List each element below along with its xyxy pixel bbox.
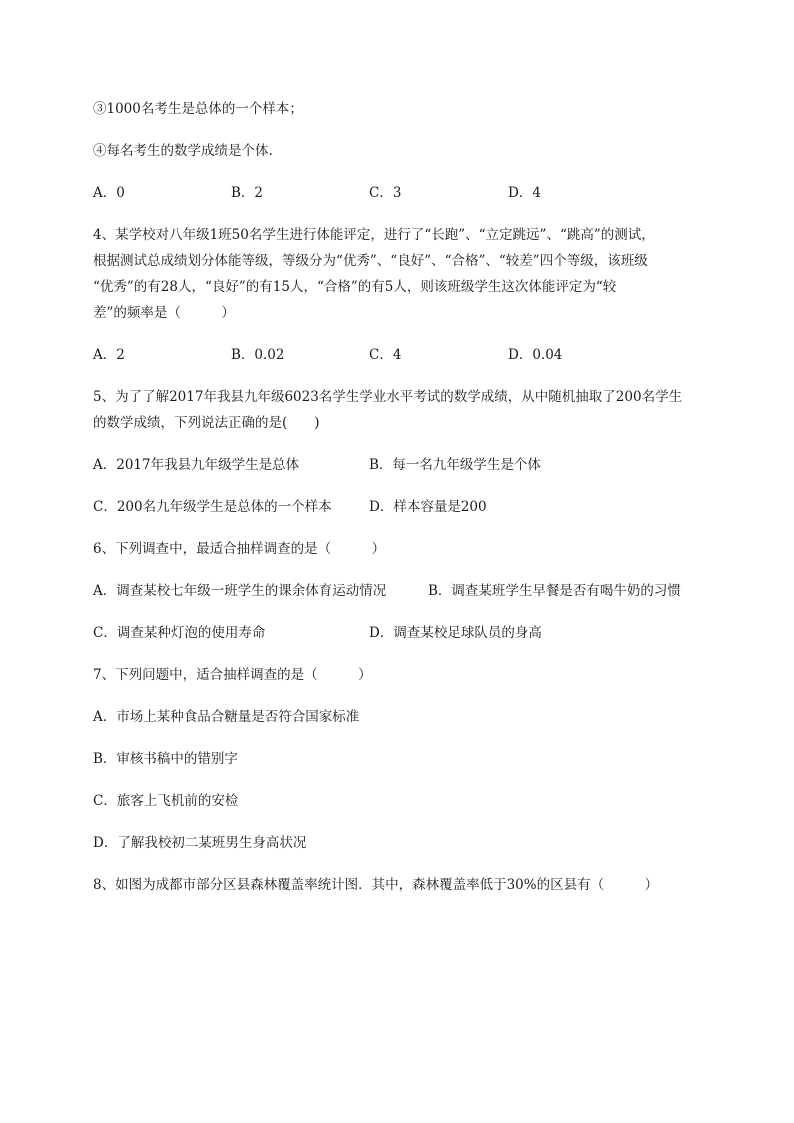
q4-option-d: D．0.04 [508, 347, 563, 363]
q3-option-d: D．4 [508, 185, 541, 201]
q7-option-c: C．旅客上飞机前的安检 [93, 793, 239, 809]
q8-stem: 8、如图为成都市部分区县森林覆盖率统计图．其中，森林覆盖率低于30%的区县有（ ） [93, 877, 659, 893]
q4-stem-line-2: 根据测试总成绩划分体能等级，等级分为“优秀”、“良好”、“合格”、“较差”四个等级，该班级 [93, 253, 648, 269]
q5-option-d: D．样本容量是200 [369, 499, 487, 515]
q4-stem-line-4: 差”的频率是（ ） [93, 305, 235, 321]
q5-option-c: C．200名九年级学生是总体的一个样本 [93, 499, 332, 515]
q3-option-c: C．3 [369, 185, 402, 201]
q3-option-a: A．0 [93, 185, 125, 201]
q6-stem: 6、下列调查中，最适合抽样调查的是（ ） [93, 541, 386, 557]
q6-option-a: A．调查某校七年级一班学生的课余体育运动情况 [93, 583, 387, 599]
q3-statement-3: ③1000名考生是总体的一个样本； [93, 101, 303, 117]
q4-option-a: A．2 [93, 347, 125, 363]
q6-option-c: C．调查某种灯泡的使用寿命 [93, 625, 266, 641]
q4-option-c: C．4 [369, 347, 402, 363]
q7-option-d: D．了解我校初二某班男生身高状况 [93, 835, 307, 851]
q4-stem-line-1: 4、某学校对八年级1班50名学生进行体能评定，进行了“长跑”、“立定跳远”、“跳高”的测试， [93, 227, 655, 243]
q7-option-a: A．市场上某种食品合糖量是否符合国家标准 [93, 709, 360, 725]
q3-statement-4: ④每名考生的数学成绩是个体. [93, 143, 273, 159]
q7-option-b: B．审核书稿中的错别字 [93, 751, 238, 767]
q5-stem-line-2: 的数学成绩，下列说法正确的是( ) [93, 415, 320, 431]
q5-option-a: A．2017年我县九年级学生是总体 [93, 457, 300, 473]
q5-stem-line-1: 5、为了了解2017年我县九年级6023名学生学业水平考试的数学成绩，从中随机抽取了200名学生 [93, 389, 683, 405]
q6-option-b: B．调查某班学生早餐是否有喝牛奶的习惯 [428, 583, 681, 599]
q5-option-b: B．每一名九年级学生是个体 [369, 457, 541, 473]
q4-stem-line-3: “优秀”的有28人，“良好”的有15人，“合格”的有5人，则该班级学生这次体能评定为“较 [93, 279, 617, 295]
q6-option-d: D．调查某校足球队员的身高 [369, 625, 542, 641]
q7-stem: 7、下列问题中，适合抽样调查的是（ ） [93, 667, 372, 683]
q3-option-b: B．2 [231, 185, 264, 201]
q4-option-b: B．0.02 [231, 347, 285, 363]
